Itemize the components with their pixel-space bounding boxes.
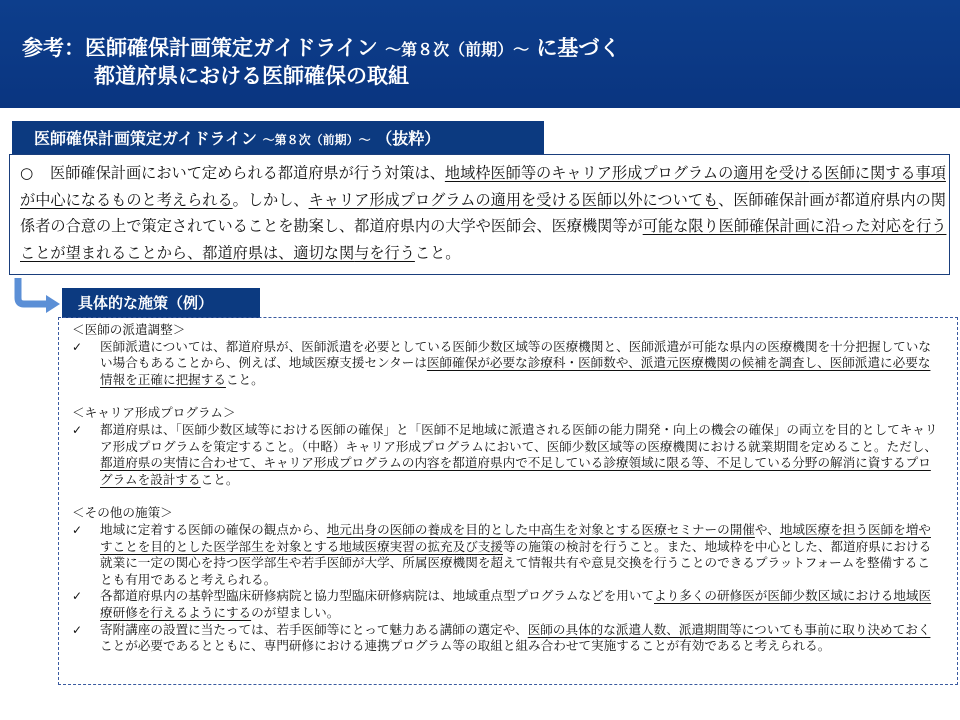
section-heading-other: ＜その他の施策＞	[72, 505, 173, 521]
guideline-excerpt-text: ○ 医師確保計画において定められる都道府県が行う対策は、地域枠医師等のキャリア形成プログラムの適用を受ける医師に関する事項が中心になるものと考えられる。しかし、キャリア形成プログラムの適用を受ける医師以外についても、医師確保計画が都道府県内の関係者の合意の上で策定されていることを勘案し、都道府県内の大学や医師会、医療機関等が可能な限り医師確保計画に沿った対応を行うことが望まれることから、都道府県は、適切な関与を行うこと。	[20, 160, 950, 266]
list-item: ✓ 各都道府県内の基幹型臨床研修病院と協力型臨床研修病院は、地域重点型プログラムなどを用いてより多くの研修医が医師少数区域における地域医療研修を行えるようにするのが望ましい。	[72, 588, 932, 620]
specific-measures-label: 具体的な施策（例）	[62, 288, 260, 318]
check-icon: ✓	[72, 589, 83, 604]
list-item: ✓ 地域に定着する医師の確保の観点から、地元出身の医師の養成を目的とした中高生を対象とする医療セミナーの開催や、地域医療を担う医師を増やすことを目的とした医学部生を対象とする地域医療実習の拡充及び支援等の施策の検討を行うこと。また、地域枠を中心とした、都道府県における就業に一定の関心を持つ医学部生や若手医師が大学、所属医療機関を超えて情報共有や意見交換を行うことのできるプラットフォームを整備することも有用であると考えられる。	[72, 521, 932, 587]
circle-bullet-icon: ○	[20, 164, 34, 182]
check-icon: ✓	[72, 422, 83, 437]
check-icon: ✓	[72, 339, 83, 354]
list-item: ✓ 都道府県は、「医師少数区域等における医師の確保」と「医師不足地域に派遣される医師の能力開発・向上の機会の確保」の両立を目的としてキャリア形成プログラムを策定すること。（中略）キャリア形成プログラムにおいて、医師少数区域等の医療機関における就業期間を定めること。ただし、都道府県の実情に合わせて、キャリア形成プログラムの内容を都道府県内で不足している診療領域に限る等、不足している分野の解消に資するプログラムを設計すること。	[72, 421, 938, 487]
check-icon: ✓	[72, 522, 83, 537]
list-item: ✓ 医師派遣については、都道府県が、医師派遣を必要としている医師少数区域等の医療機関と、医師派遣が可能な県内の医療機関を十分把握していない場合もあることから、例えば、地域医療支援センターは医師確保が必要な診療科・医師数や、派遣元医療機関の候補を調査し、医師派遣に必要な情報を正確に把握すること。	[72, 338, 931, 387]
title-banner	[0, 0, 960, 108]
list-item: ✓ 寄附講座の設置に当たっては、若手医師等にとって魅力ある講師の選定や、医師の具体的な派遣人数、派遣期間等についても事前に取り決めておくことが必要であるとともに、専門研修における連携プログラム等の取組と組み合わせて実施することが有効であると考えられる。	[72, 621, 931, 654]
guideline-label: 医師確保計画策定ガイドライン ～第８次（前期）～ （抜粋）	[12, 121, 544, 157]
page-title-line2: 都道府県における医師確保の取組	[94, 64, 409, 88]
page-title: 参考：医師確保計画策定ガイドライン ～第８次（前期）～ に基づく	[22, 36, 621, 60]
specific-measures-content	[72, 322, 942, 655]
section-heading-career: ＜キャリア形成プログラム＞	[72, 405, 236, 421]
section-heading-dispatch: ＜医師の派遣調整＞	[72, 322, 186, 337]
check-icon: ✓	[72, 622, 83, 637]
elbow-arrow-icon	[12, 278, 64, 318]
